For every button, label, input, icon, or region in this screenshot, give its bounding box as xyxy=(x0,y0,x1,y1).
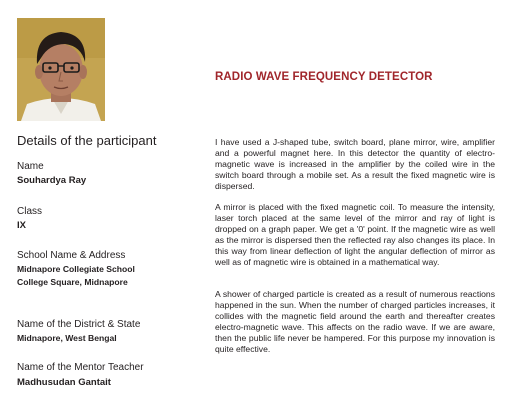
district-label: Name of the District & State xyxy=(17,319,141,330)
participant-portrait xyxy=(17,18,105,121)
name-value: Souhardya Ray xyxy=(17,175,87,186)
school-address-value: College Square, Midnapore xyxy=(17,277,128,287)
description-paragraph: A mirror is placed with the fixed magnetic coil. To measure the intensity, laser torch placed at the same level of the mirror and ray of light is dropped on a graph paper. We get a '0' point. If the magnetic wire as well as the mirror is dispersed then the reflected ray also changes its place. In this way from linear deflection of light the angular deflection of mirror as well as of magnetic wire is obtained in a mathematical way. xyxy=(215,202,495,267)
description-paragraph: I have used a J-shaped tube, switch board, plane mirror, wire, amplifier and a powerful magnet here. In this detector the quantity of electro-magnetic wave is increased in the amplifier by the coiled wire in the switch board through a mobile set. As a result the fixed magnetic wire is dispersed. xyxy=(215,137,495,191)
participant-photo xyxy=(17,18,105,121)
participant-details-heading: Details of the participant xyxy=(17,133,157,148)
mentor-label: Name of the Mentor Teacher xyxy=(17,362,144,373)
class-label: Class xyxy=(17,206,43,217)
mentor-value: Madhusudan Gantait xyxy=(17,377,111,388)
project-title: RADIO WAVE FREQUENCY DETECTOR xyxy=(215,71,433,83)
name-label: Name xyxy=(17,161,44,172)
district-value: Midnapore, West Bengal xyxy=(17,333,117,343)
school-name-value: Midnapore Collegiate School xyxy=(17,264,135,274)
description-paragraph: A shower of charged particle is created as a result of numerous reactions happened in the sun. When the number of charged particles increases, it collides with the magnetic field around the earth and thereafter creates electro-magnetic wave. This affects on the radio wave. If we are aware, then the public life never be hampered. For this purpose my innovation is quite effective. xyxy=(215,289,495,354)
school-label: School Name & Address xyxy=(17,250,126,261)
class-value: IX xyxy=(17,220,26,231)
